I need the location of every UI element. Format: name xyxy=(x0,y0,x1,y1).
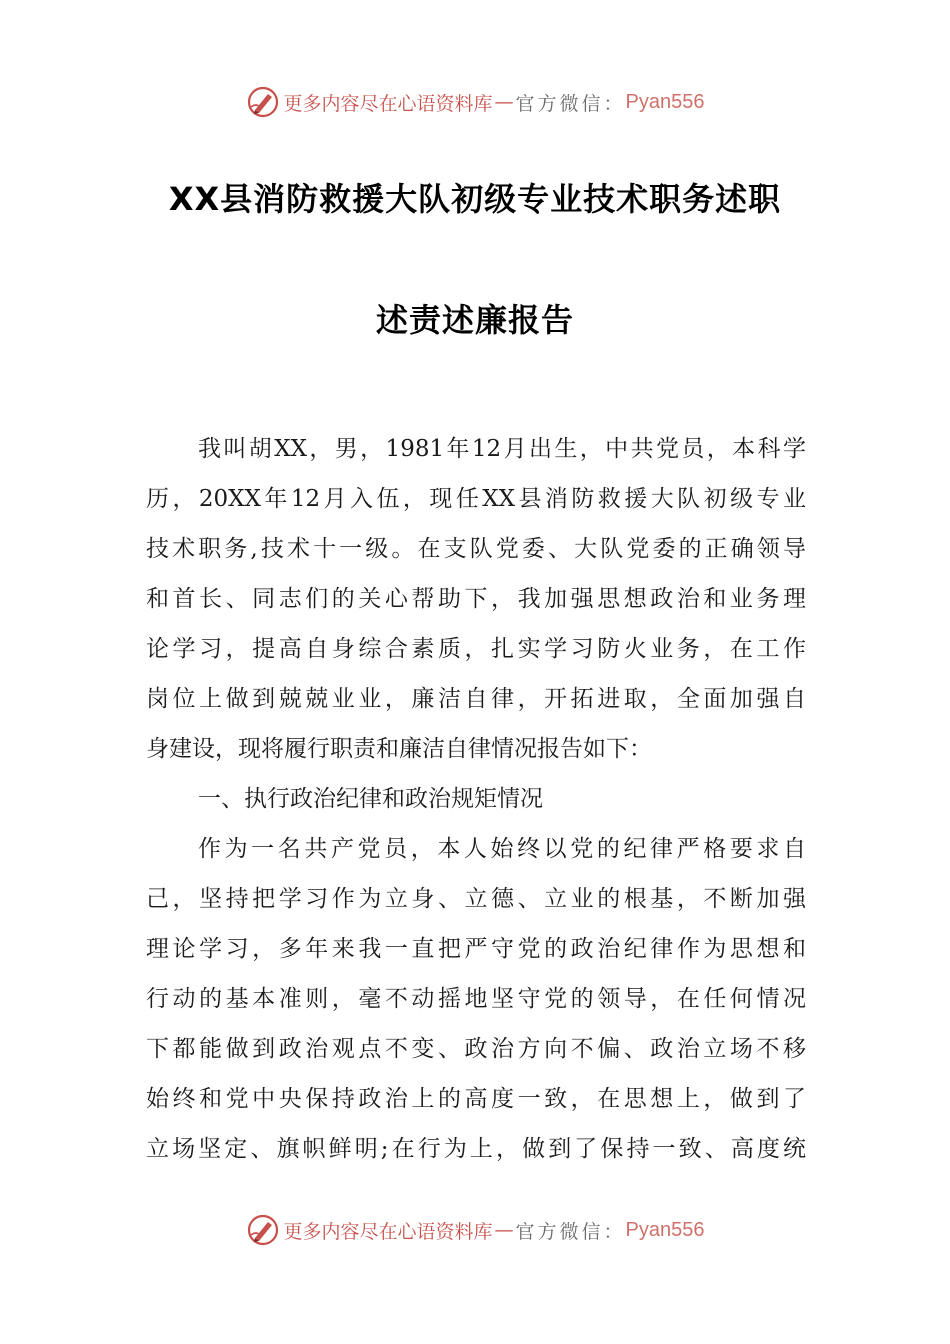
body-line: 我叫胡XX，男，1981年12月出生，中共党员，本科学 xyxy=(198,436,806,462)
banner-wechat-id: Pyan556 xyxy=(625,90,705,113)
body-line: 历，20XX年12月入伍，现任XX县消防救援大队初级专业 xyxy=(146,486,806,512)
pen-logo-icon xyxy=(246,1213,280,1247)
body-line: 己，坚持把学习作为立身、立德、立业的根基，不断加强 xyxy=(146,886,806,912)
body-line: 技术职务,技术十一级。在支队党委、大队党委的正确领导 xyxy=(146,536,806,562)
banner-official-text: 官方微信： xyxy=(515,92,626,115)
body-line: 身建设，现将履行职责和廉洁自律情况报告如下： xyxy=(146,736,652,762)
body-line: 理论学习，多年来我一直把严守党的政治纪律作为思想和 xyxy=(146,936,806,962)
footer-banner xyxy=(0,1210,950,1250)
banner-brand-text: 更多内容尽在心语资料库 xyxy=(283,1220,493,1243)
body-line: 作为一名共产党员，本人始终以党的纪律严格要求自 xyxy=(198,836,806,862)
body-line: 和首长、同志们的关心帮助下，我加强思想政治和业务理 xyxy=(146,586,806,612)
body-line: 下都能做到政治观点不变、政治方向不偏、政治立场不移 xyxy=(146,1036,806,1062)
pen-logo-icon xyxy=(246,85,280,119)
banner-brand-text: 更多内容尽在心语资料库 xyxy=(283,92,493,115)
body-line: 始终和党中央保持政治上的高度一致，在思想上，做到了 xyxy=(146,1086,806,1112)
body-line: 岗位上做到兢兢业业，廉洁自律，开拓进取，全面加强自 xyxy=(146,686,806,712)
document-title-line-2: 述责述廉报告 xyxy=(375,301,574,339)
banner-wechat-id: Pyan556 xyxy=(625,1218,705,1241)
body-line: 立场坚定、旗帜鲜明;在行为上，做到了保持一致、高度统 xyxy=(146,1136,806,1162)
section-heading: 一、执行政治纪律和政治规矩情况 xyxy=(198,786,543,812)
banner-official-text: 官方微信： xyxy=(515,1220,626,1243)
body-line: 论学习，提高自身综合素质，扎实学习防火业务，在工作 xyxy=(146,636,806,662)
banner-dash: — xyxy=(494,91,514,113)
banner-dash: — xyxy=(494,1219,514,1241)
header-banner xyxy=(0,82,950,122)
body-line: 行动的基本准则，毫不动摇地坚守党的领导，在任何情况 xyxy=(146,986,806,1012)
document-body xyxy=(146,424,806,1174)
document-title-line-1: XX县消防救援大队初级专业技术职务述职 xyxy=(168,180,782,218)
